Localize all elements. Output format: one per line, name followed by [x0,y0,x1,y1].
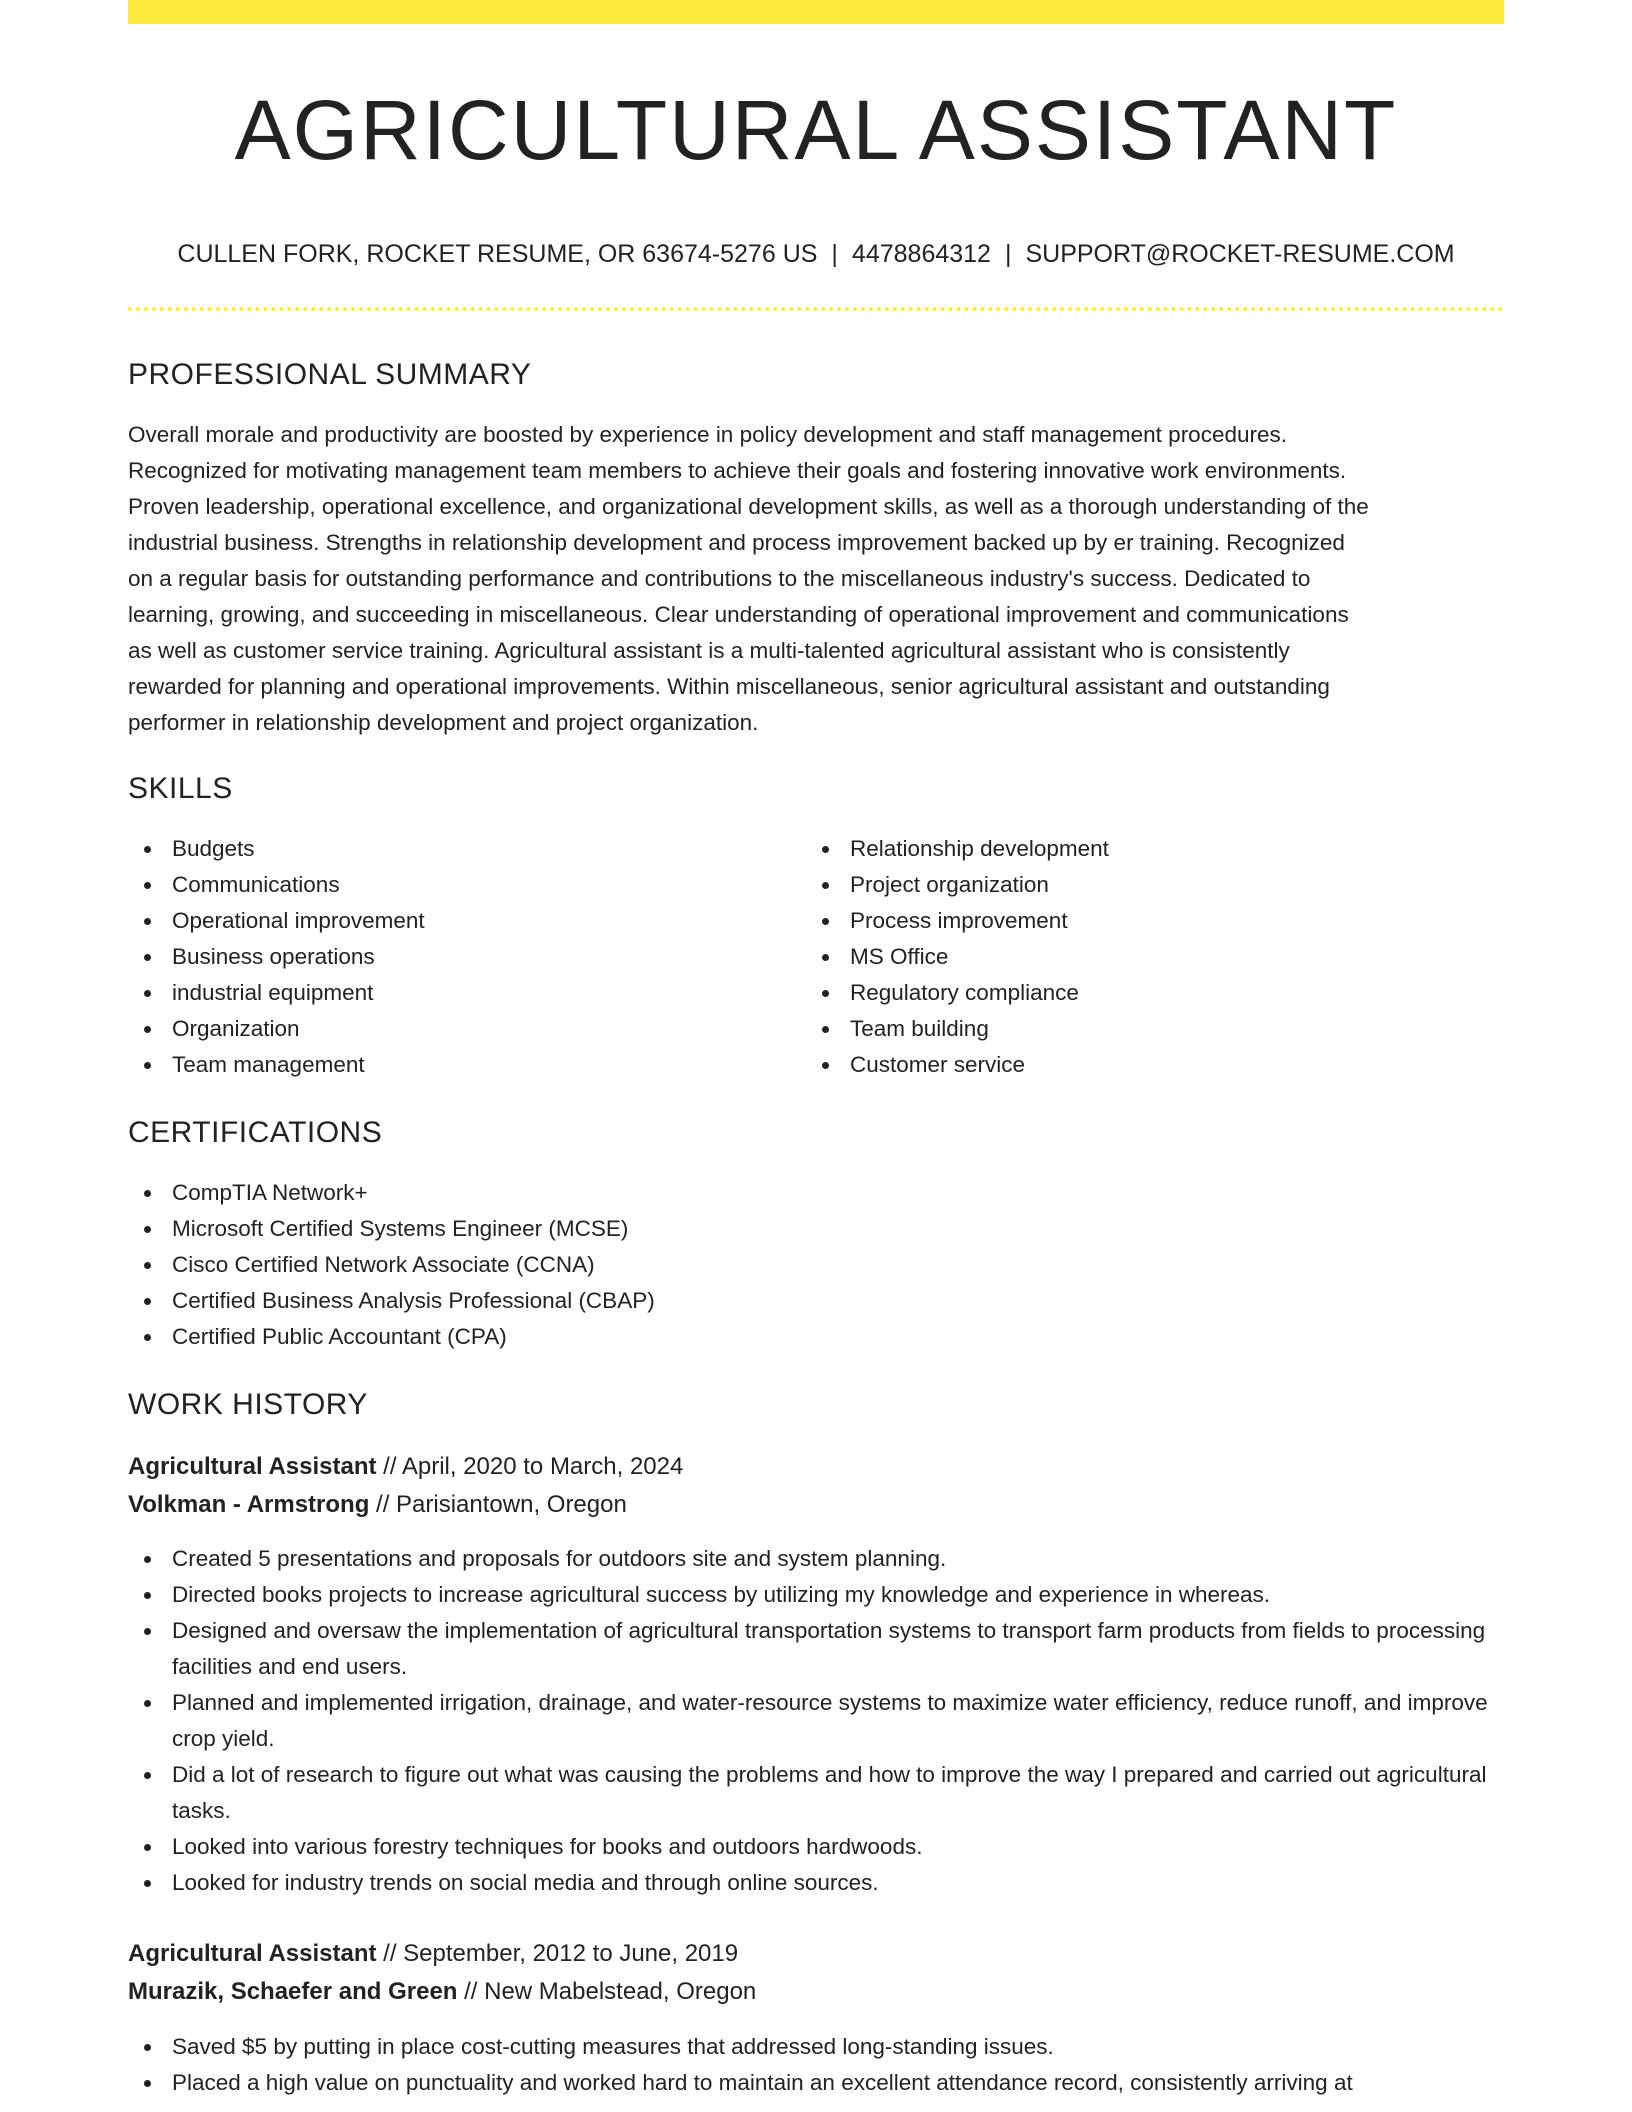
contact-separator: | [1004,240,1012,268]
job-bullet: Planned and implemented irrigation, drainage, and water-resource systems to maximize water efficiency, reduce runoff, and improve crop yield. [128,1685,1504,1757]
contact-line [128,236,1504,272]
skill-item: industrial equipment [128,975,798,1011]
job-bullet: Directed books projects to increase agricultural success by utilizing my knowledge and experience in whereas. [128,1577,1504,1613]
job-company-line [128,1486,627,1524]
job-title: Agricultural Assistant [128,1940,377,1967]
skills-heading: SKILLS [128,772,233,805]
summary-text [128,417,1504,741]
summary-line: Overall morale and productivity are boosted by experience in policy development and staff management procedures. [128,422,1287,447]
summary-line: performer in relationship development and project organization. [128,710,759,735]
job-title: Agricultural Assistant [128,1453,377,1480]
job-bullets [128,1541,1504,1901]
skill-item: Process improvement [806,903,1504,939]
job-company: Volkman - Armstrong [128,1491,370,1518]
skill-item: Team management [128,1047,798,1083]
dotted-divider [128,307,1504,311]
job-title-line [128,1935,738,1973]
summary-line: industrial business. Strengths in relationship development and process improvement backed up by er training. Recognized [128,530,1345,555]
job-bullets [128,2029,1504,2101]
summary-line: Recognized for motivating management team members to achieve their goals and fostering innovative work environments. [128,458,1347,483]
skill-item: Organization [128,1011,798,1047]
job-bullet: Looked into various forestry techniques for books and outdoors hardwoods. [128,1829,1504,1865]
job-bullet: Designed and oversaw the implementation of agricultural transportation systems to transport farm products from fields to processing facilities and end users. [128,1613,1504,1685]
certification-item: Microsoft Certified Systems Engineer (MCSE) [128,1211,1504,1247]
job-title-line [128,1448,683,1486]
summary-heading: PROFESSIONAL SUMMARY [128,358,532,391]
job-location: // Parisiantown, Oregon [376,1491,627,1518]
summary-line: Proven leadership, operational excellence, and organizational development skills, as well as a thorough understanding of the [128,494,1369,519]
work-history-heading: WORK HISTORY [128,1388,368,1421]
certifications-list [128,1175,1504,1355]
certification-item: Certified Business Analysis Professional (CBAP) [128,1283,1504,1319]
skills-list-left [128,831,798,1083]
contact-separator: | [831,240,838,268]
skill-item: Communications [128,867,798,903]
summary-line: as well as customer service training. Agricultural assistant is a multi-talented agricultural assistant who is consistently [128,638,1290,663]
job-company: Murazik, Schaefer and Green [128,1978,458,2005]
certification-item: CompTIA Network+ [128,1175,1504,1211]
job-location: // New Mabelstead, Oregon [464,1978,757,2005]
job-bullet: Saved $5 by putting in place cost-cutting measures that addressed long-standing issues. [128,2029,1504,2065]
resume-title: AGRICULTURAL ASSISTANT [234,83,1398,177]
certification-item: Cisco Certified Network Associate (CCNA) [128,1247,1504,1283]
job-bullet: Created 5 presentations and proposals for outdoors site and system planning. [128,1541,1504,1577]
job-company-line [128,1973,756,2011]
skill-item: Customer service [806,1047,1504,1083]
skill-item: Budgets [128,831,798,867]
certification-item: Certified Public Accountant (CPA) [128,1319,1504,1355]
contact-address: CULLEN FORK, ROCKET RESUME, OR 63674-5276 US [177,240,818,268]
job-dates: // April, 2020 to March, 2024 [383,1453,684,1480]
job-bullet: Placed a high value on punctuality and worked hard to maintain an excellent attendance record, consistently arriving at [128,2065,1504,2101]
skill-item: Business operations [128,939,798,975]
contact-phone: 4478864312 [851,240,991,268]
summary-line: on a regular basis for outstanding performance and contributions to the miscellaneous industry's success. Dedicated to [128,566,1311,591]
skill-item: Team building [806,1011,1504,1047]
skills-list-right [806,831,1504,1083]
job-dates: // September, 2012 to June, 2019 [383,1940,739,1967]
skill-item: Relationship development [806,831,1504,867]
summary-line: rewarded for planning and operational improvements. Within miscellaneous, senior agricultural assistant and outstanding [128,674,1330,699]
skill-item: Regulatory compliance [806,975,1504,1011]
skill-item: Operational improvement [128,903,798,939]
contact-email: SUPPORT@ROCKET-RESUME.COM [1025,240,1455,268]
certifications-heading: CERTIFICATIONS [128,1116,383,1149]
skill-item: Project organization [806,867,1504,903]
skill-item: MS Office [806,939,1504,975]
accent-top-bar [128,0,1504,24]
job-bullet: Did a lot of research to figure out what was causing the problems and how to improve the way I prepared and carried out agricultural tasks. [128,1757,1504,1829]
summary-line: learning, growing, and succeeding in miscellaneous. Clear understanding of operational improvement and communications [128,602,1349,627]
job-bullet: Looked for industry trends on social media and through online sources. [128,1865,1504,1901]
